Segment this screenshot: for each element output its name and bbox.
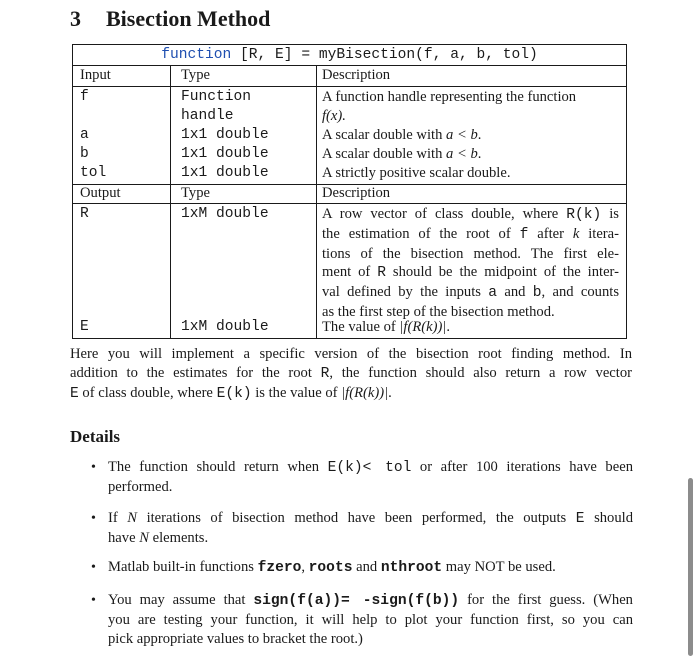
input-name-b: b xyxy=(80,146,89,162)
desc-code: f xyxy=(519,226,529,243)
input-type-f-line1: Function xyxy=(181,89,252,105)
bullet-text xyxy=(108,509,633,548)
desc-line: as the first step of the bisection method. xyxy=(322,303,555,320)
bullet-math: N xyxy=(127,510,138,526)
para-text: is the value of xyxy=(251,385,342,401)
bullet-text xyxy=(108,558,633,578)
bullet-text-part: , xyxy=(301,559,309,575)
bullet-text-part: The function should return when xyxy=(108,459,328,475)
column-divider xyxy=(316,65,317,338)
bullet-line xyxy=(108,558,633,578)
para-text: , the function should also return a row vector xyxy=(329,365,632,381)
bullet-line xyxy=(108,509,633,529)
bullet-line: performed. xyxy=(108,479,173,495)
desc-text: A scalar double with xyxy=(322,146,447,162)
desc-text: The value of xyxy=(322,319,400,335)
bullet-code: E(k)< tol xyxy=(327,460,412,476)
para-line xyxy=(70,384,632,404)
function-keyword: function xyxy=(161,47,232,63)
desc-text: ment of xyxy=(322,264,378,281)
output-desc-e xyxy=(322,318,450,337)
input-name-f: f xyxy=(80,89,89,105)
bullet-text-part: If xyxy=(108,510,128,526)
desc-text: val defined by the inputs xyxy=(322,284,489,301)
input-name-tol: tol xyxy=(80,165,107,181)
para-code: R xyxy=(320,366,330,382)
bullet-text-part: should xyxy=(584,510,633,526)
desc-math: a < b xyxy=(446,146,478,162)
desc-text: A row vector of class double, where xyxy=(322,206,567,222)
desc-text: . xyxy=(446,319,450,335)
desc-text: the estimation of the root of xyxy=(322,225,520,242)
desc-line xyxy=(322,205,619,225)
desc-line xyxy=(322,283,619,303)
desc-text: A scalar double with xyxy=(322,127,447,143)
para-text: . xyxy=(388,385,392,401)
output-header-name: Output xyxy=(80,185,121,201)
output-type-e: 1xM double xyxy=(181,319,269,335)
bullet-line xyxy=(108,529,633,548)
bullet-text-part: iterations of bisection method have been performed, the outputs xyxy=(137,510,576,526)
bullet-code: roots xyxy=(308,560,353,576)
desc-line xyxy=(322,263,619,283)
row-divider xyxy=(73,203,626,204)
desc-code: a xyxy=(488,285,498,302)
desc-text: . xyxy=(477,127,482,143)
bullet-code: fzero xyxy=(257,560,302,576)
desc-text: itera- xyxy=(579,225,619,242)
details-heading: Details xyxy=(70,427,121,446)
section-number: 3 xyxy=(70,6,81,31)
bullet-text-part: for the first guess. (When xyxy=(459,592,633,608)
bullet-dot: • xyxy=(91,593,96,608)
intro-paragraph xyxy=(70,345,632,404)
bullet-text-part: have xyxy=(108,530,140,546)
desc-line xyxy=(322,225,619,245)
bullet-text-part: You may assume that xyxy=(108,592,254,608)
desc-code: R xyxy=(377,265,386,282)
desc-text: and xyxy=(497,284,533,301)
input-type-b: 1x1 double xyxy=(181,146,269,162)
input-header-type: Type xyxy=(181,67,210,83)
output-type-r: 1xM double xyxy=(181,206,269,222)
input-desc-b xyxy=(322,145,481,164)
bullet-math: N xyxy=(139,530,149,546)
bullet-text xyxy=(108,458,633,497)
bullet-text-part: Matlab built-in functions xyxy=(108,559,258,575)
bullet-line: you are testing your function, it will help to plot your function first, so you can xyxy=(108,612,633,628)
para-code: E xyxy=(70,386,79,402)
section-title: Bisection Method xyxy=(106,6,271,31)
desc-math: k xyxy=(572,225,580,242)
input-desc-f-line1: A function handle representing the function xyxy=(322,89,577,105)
bullet-text-part: elements. xyxy=(148,530,209,546)
input-type-f-line2: handle xyxy=(181,108,234,124)
desc-text: should be the midpoint of the inter- xyxy=(385,264,619,281)
output-header-desc: Description xyxy=(322,185,391,201)
desc-text: is xyxy=(601,206,619,222)
desc-code: b xyxy=(532,285,542,302)
vertical-scrollbar[interactable] xyxy=(688,478,693,656)
para-line: Here you will implement a specific version of the bisection root finding method. In xyxy=(70,346,632,362)
bullet-text-part: and xyxy=(352,559,381,575)
bullet-code: E xyxy=(575,511,585,527)
column-divider xyxy=(170,65,171,338)
input-desc-tol: A strictly positive scalar double. xyxy=(322,165,511,181)
desc-text: , and counts xyxy=(541,284,620,301)
function-signature xyxy=(73,45,626,66)
desc-text: after xyxy=(528,225,573,242)
bullet-text-part: or after 100 iterations have been xyxy=(411,459,633,475)
output-name-r: R xyxy=(80,206,89,222)
bullet-text-part: may NOT be used. xyxy=(442,559,556,575)
bullet-line xyxy=(108,458,633,478)
desc-math: a < b xyxy=(446,127,478,143)
bullet-code: sign(f(a))= -sign(f(b)) xyxy=(253,593,460,609)
input-desc-f-line2: f(x). xyxy=(322,108,346,124)
para-line xyxy=(70,364,632,384)
output-header-type: Type xyxy=(181,185,210,201)
para-text: of class double, where xyxy=(78,385,217,401)
bullet-text xyxy=(108,591,633,649)
bullet-dot: • xyxy=(91,511,96,526)
section-heading xyxy=(70,6,270,32)
input-type-tol: 1x1 double xyxy=(181,165,269,181)
row-divider xyxy=(73,86,626,87)
function-spec-table xyxy=(72,44,627,339)
bullet-line: pick appropriate values to bracket the root.) xyxy=(108,631,363,647)
input-header-desc: Description xyxy=(322,67,391,83)
para-code: E(k) xyxy=(216,386,252,402)
bullet-dot: • xyxy=(91,460,96,475)
para-math: |f(R(k))| xyxy=(341,385,389,401)
desc-code: R(k) xyxy=(566,207,602,223)
input-header-name: Input xyxy=(80,67,111,83)
bullet-line xyxy=(108,591,633,611)
desc-math: |f(R(k))| xyxy=(399,319,447,335)
input-desc-a xyxy=(322,126,481,145)
bullet-code: nthroot xyxy=(380,560,443,576)
desc-text: . xyxy=(477,146,482,162)
input-type-a: 1x1 double xyxy=(181,127,269,143)
output-desc-r xyxy=(322,205,619,322)
input-name-a: a xyxy=(80,127,89,143)
bullet-dot: • xyxy=(91,560,96,575)
para-text: addition to the estimates for the root xyxy=(70,365,321,381)
desc-line: tions of the bisection method. The first ele- xyxy=(322,245,619,262)
output-name-e: E xyxy=(80,319,89,335)
signature-rest: [R, E] = myBisection(f, a, b, tol) xyxy=(231,47,538,63)
